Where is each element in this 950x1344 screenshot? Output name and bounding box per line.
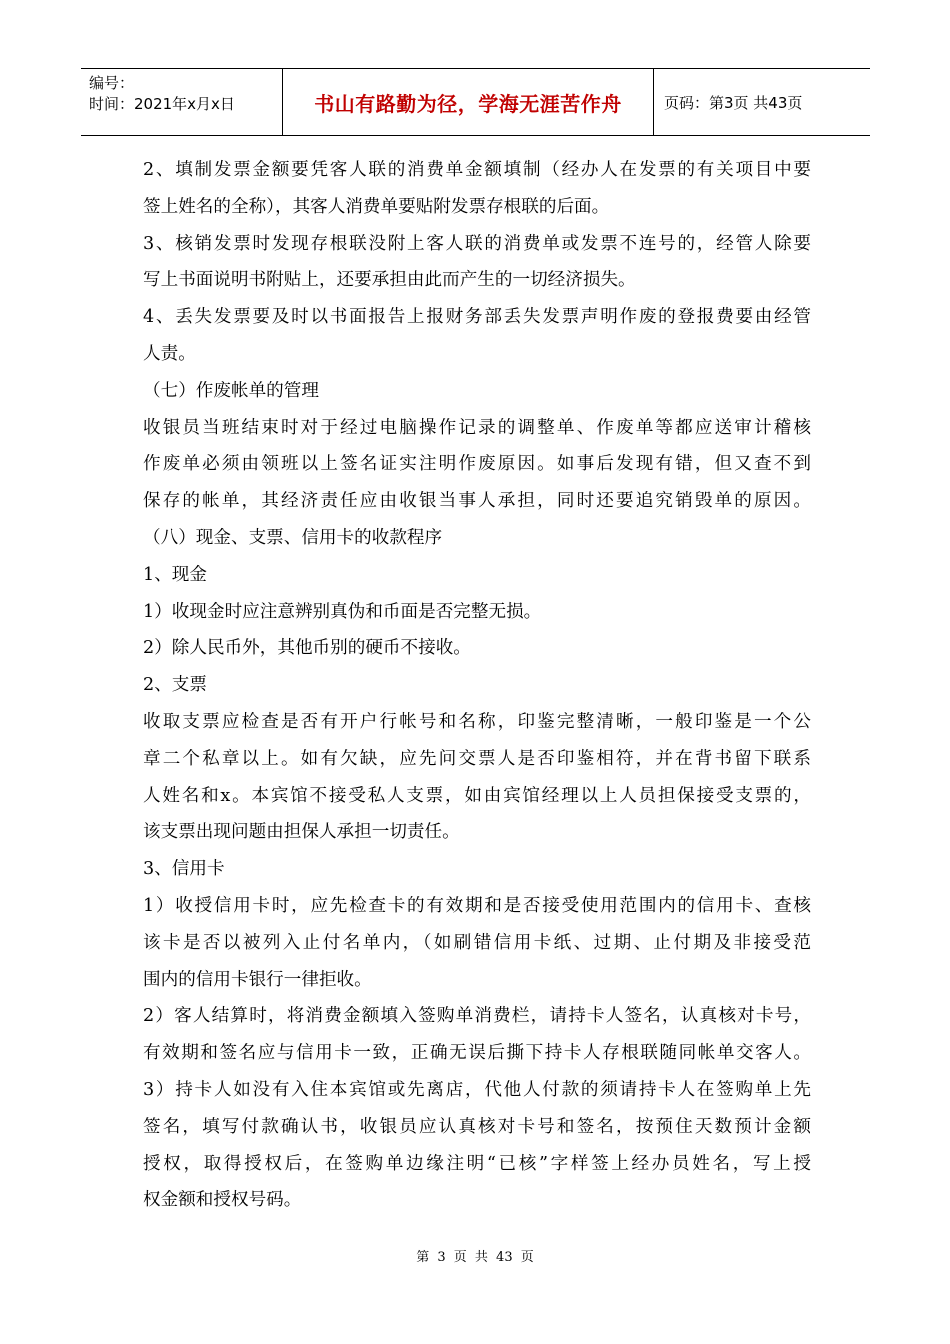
body-line: 签名，填写付款确认书，收银员应认真核对卡号和签名，按预住天数预计金额 — [143, 1116, 811, 1137]
body-line: （八）现金、支票、信用卡的收款程序 — [143, 527, 443, 548]
body-line: 保存的帐单，其经济责任应由收银当事人承担，同时还要追究销毁单的原因。 — [143, 491, 811, 512]
body-line: 有效期和签名应与信用卡一致，正确无误后撕下持卡人存根联随同帐单交客人。 — [143, 1043, 811, 1064]
body-line: 3、信用卡 — [143, 859, 225, 880]
body-line: 签上姓名的全称），其客人消费单要贴附发票存根联的后面。 — [143, 196, 610, 217]
body-line: 4、丢失发票要及时以书面报告上报财务部丢失发票声明作废的登报费要由经管 — [143, 307, 811, 328]
body-line: 授权，取得授权后，在签购单边缘注明“已核”字样签上经办员姓名，写上授 — [143, 1153, 811, 1174]
body-line: 1）收现金时应注意辨别真伪和币面是否完整无损。 — [143, 601, 542, 622]
document-date-label: 时间：2021年x月x日 — [89, 95, 235, 113]
body-line: 3）持卡人如没有入住本宾馆或先离店，代他人付款的须请持卡人在签购单上先 — [143, 1079, 811, 1100]
body-line: 该支票出现问题由担保人承担一切责任。 — [143, 822, 460, 843]
body-line: （七）作废帐单的管理 — [143, 380, 319, 401]
header-motto-cell — [283, 69, 654, 135]
header-page-cell — [654, 69, 870, 135]
body-line: 收银员当班结束时对于经过电脑操作记录的调整单、作废单等都应送审计稽核 — [143, 417, 811, 438]
header-meta-cell — [81, 69, 283, 135]
body-line: 写上书面说明书附贴上，还要承担由此而产生的一切经济损失。 — [143, 270, 636, 291]
body-line: 1）收授信用卡时，应先检查卡的有效期和是否接受使用范围内的信用卡、查核 — [143, 895, 811, 916]
body-line: 围内的信用卡银行一律拒收。 — [143, 969, 372, 990]
body-line: 2）除人民币外，其他币别的硬币不接收。 — [143, 638, 471, 659]
body-line: 人姓名和x。本宾馆不接受私人支票，如由宾馆经理以上人员担保接受支票的， — [143, 785, 811, 806]
header-motto: 书山有路勤为径，学海无涯苦作舟 — [314, 91, 622, 116]
body-line: 2、支票 — [143, 675, 207, 696]
header-page-info: 页码：第3页 共43页 — [664, 93, 803, 112]
document-number-label: 编号： — [89, 74, 135, 92]
body-line: 该卡是否以被列入止付名单内，（如刷错信用卡纸、过期、止付期及非接受范 — [143, 932, 811, 953]
body-line: 作废单必须由领班以上签名证实注明作废原因。如事后发现有错，但又查不到 — [143, 454, 811, 475]
body-line: 2）客人结算时，将消费金额填入签购单消费栏，请持卡人签名，认真核对卡号， — [143, 1006, 811, 1027]
body-line: 权金额和授权号码。 — [143, 1190, 302, 1211]
body-line: 人责。 — [143, 343, 196, 364]
body-line: 收取支票应检查是否有开户行帐号和名称，印鉴完整清晰，一般印鉴是一个公 — [143, 711, 811, 732]
footer-page-number: 第 3 页 共 43 页 — [416, 1250, 534, 1265]
body-line: 3、核销发票时发现存根联没附上客人联的消费单或发票不连号的，经管人除要 — [143, 233, 811, 254]
body-line: 章二个私章以上。如有欠缺，应先问交票人是否印鉴相符，并在背书留下联系 — [143, 748, 811, 769]
document-body — [143, 152, 811, 1219]
body-line: 2、填制发票金额要凭客人联的消费单金额填制（经办人在发票的有关项目中要 — [143, 160, 811, 180]
page-footer — [0, 1246, 950, 1265]
document-header — [81, 68, 870, 136]
body-line: 1、现金 — [143, 564, 207, 585]
